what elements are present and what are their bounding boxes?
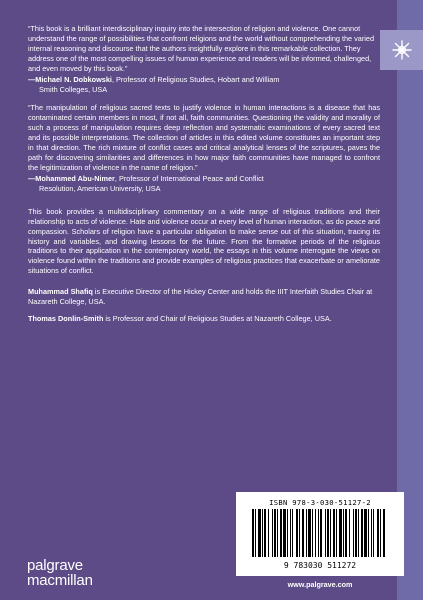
barcode-bar — [274, 509, 276, 557]
barcode-bar — [364, 509, 367, 557]
publisher-name-line2: macmillan — [27, 572, 93, 589]
endorser-affiliation-1b: Smith Colleges, USA — [39, 84, 108, 94]
endorser-affiliation-2a: , Professor of International Peace and Conflict — [114, 173, 264, 183]
barcode-bar — [292, 509, 293, 557]
barcode-bar — [373, 509, 374, 557]
barcode — [236, 492, 404, 576]
barcode-bar — [320, 509, 322, 557]
barcode-bar — [371, 509, 372, 557]
endorser-affiliation-1a: , Professor of Religious Studies, Hobart and William — [111, 74, 280, 84]
cover-text — [28, 24, 380, 324]
barcode-bar — [353, 509, 354, 557]
corner-emblem — [380, 30, 423, 70]
publisher-logo — [27, 558, 93, 589]
publisher-url[interactable]: www.palgrave.com — [287, 580, 353, 589]
barcode-bar — [272, 509, 273, 557]
barcode-bar — [336, 509, 337, 557]
barcode-bar — [330, 509, 331, 557]
barcode-bar — [302, 509, 304, 557]
isbn-label: ISBN 978-3-030-51127-2 — [269, 498, 371, 507]
barcode-bar — [343, 509, 344, 557]
barcode-bar — [287, 509, 288, 557]
editor-name-1: Muhammad Shafiq — [28, 287, 93, 297]
endorsement-quote-2: “The manipulation of religious sacred texts to justify violence in human interactions is a disease that has contaminated certain members in most, if not all, faith communities. Questioning the validity and morality of such a process of manipulation requires deep reflection and systematic examinations of every sacred text and its possible interpretations. The collection of articles in this edited volume constitutes an important step in that direction. The rich mixture of conflict cases and critical analytical lenses of the scriptures, paves the path for discovering similarities and differences in how major faith communities have managed to confront the legitimization of violence in the name of religion.” — [28, 103, 380, 172]
barcode-bar — [345, 509, 347, 557]
barcode-bar — [290, 509, 291, 557]
endorsement-attribution-2 — [28, 174, 380, 194]
barcode-bar — [312, 509, 313, 557]
barcode-bar — [333, 509, 335, 557]
sparkle-cross-icon — [391, 39, 413, 61]
barcode-bar — [361, 509, 363, 557]
barcode-bar — [380, 509, 381, 557]
endorsement-attribution-1 — [28, 75, 380, 95]
barcode-bar — [377, 509, 379, 557]
barcode-bars — [250, 509, 390, 557]
endorser-affiliation-2b: Resolution, American University, USA — [39, 183, 161, 193]
barcode-bar — [358, 509, 359, 557]
barcode-bar — [283, 509, 286, 557]
barcode-bar — [262, 509, 263, 557]
barcode-bar — [252, 509, 254, 557]
publisher-name-line1: palgrave — [27, 557, 83, 574]
endorser-name-1: —Michael N. Dobkowski — [28, 74, 112, 84]
endorsement-quote-1: “This book is a brilliant interdisciplinary inquiry into the intersection of religion and violence. One cannot understand the range of possibilities that confront religions and the world without comprehending the varied internal reasoning and discourse that the authors insightfully explore in this remarkable collection. They address one of the most compelling issues of human experience and readers will be informed, challenged, and even moved by this book.” — [28, 24, 375, 73]
editor-name-2: Thomas Donlin-Smith — [28, 314, 104, 324]
barcode-bar — [280, 509, 282, 557]
barcode-bar — [315, 509, 316, 557]
barcode-bar — [258, 509, 261, 557]
barcode-bar — [318, 509, 319, 557]
editor-bio-text-1: is Executive Director of the Hickey Center and holds the IIIT Interfaith Studies Chair at Nazareth College, USA. — [28, 287, 373, 307]
editor-bio-1 — [28, 287, 380, 307]
barcode-bar — [264, 509, 266, 557]
barcode-bar — [349, 509, 350, 557]
barcode-bar — [277, 509, 278, 557]
barcode-bar — [325, 509, 326, 557]
barcode-bar — [339, 509, 342, 557]
barcode-bar — [268, 509, 269, 557]
barcode-bar — [355, 509, 357, 557]
barcode-bar — [255, 509, 256, 557]
book-description: This book provides a multidisciplinary commentary on a wide range of religious traditions and their relationship to acts of violence. Hate and violence occur at every level of human interaction, as do peace and compassion. Scholars of religion have a particular obligation to make sense out of this situation, tracing its history and variables, and drawing lessons for the future. From the formative periods of the religious traditions to their application in the contemporary world, the essays in this volume interrogate the views on violence found within the traditions and provide examples of religious practices that exacerbate or ameliorate situations of conflict. — [28, 206, 380, 276]
barcode-bar — [327, 509, 329, 557]
editor-bio-text-2: is Professor and Chair of Religious Studies at Nazareth College, USA. — [103, 314, 332, 324]
barcode-digits: 9 783030 511272 — [283, 561, 357, 570]
barcode-bar — [383, 509, 385, 557]
editor-bio-2 — [28, 314, 380, 324]
barcode-bar — [299, 509, 300, 557]
barcode-bar — [306, 509, 307, 557]
barcode-bar — [368, 509, 369, 557]
barcode-bar — [308, 509, 311, 557]
barcode-area — [236, 492, 408, 589]
endorser-name-2: —Mohammed Abu-Nimer — [28, 173, 115, 183]
barcode-bar — [296, 509, 298, 557]
